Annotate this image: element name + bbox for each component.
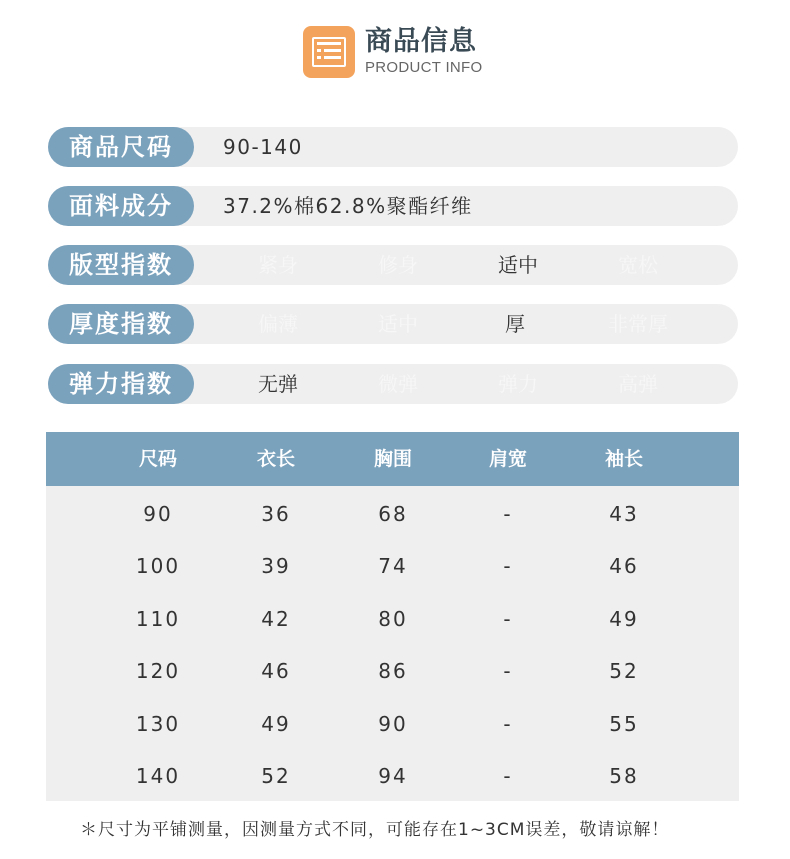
table-cell-chest: 94	[378, 764, 408, 788]
table-cell-length: 42	[261, 607, 291, 631]
table-cell-length: 46	[261, 659, 291, 683]
info-row-size	[48, 127, 738, 167]
info-label-fabric: 面料成分	[48, 186, 194, 226]
info-row-fit	[48, 245, 738, 285]
table-cell-length: 39	[261, 554, 291, 578]
elasticity-option-selected: 无弹	[258, 372, 298, 396]
column-header-length: 衣长	[256, 448, 296, 470]
info-row-fabric	[48, 186, 738, 226]
section-header	[303, 24, 483, 80]
column-header-sleeve: 袖长	[604, 448, 644, 470]
info-label-elasticity: 弹力指数	[48, 364, 194, 404]
table-cell-sleeve: 58	[609, 764, 639, 788]
column-header-chest: 胸围	[373, 448, 413, 470]
table-cell-chest: 80	[378, 607, 408, 631]
column-header-shoulder: 肩宽	[488, 448, 528, 470]
table-cell-length: 36	[261, 502, 291, 526]
table-cell-size: 100	[135, 554, 181, 578]
table-cell-chest: 68	[378, 502, 408, 526]
table-cell-chest: 86	[378, 659, 408, 683]
info-row-thickness	[48, 304, 738, 344]
table-cell-length: 52	[261, 764, 291, 788]
fit-option-selected: 适中	[498, 253, 538, 277]
table-header	[46, 432, 739, 486]
table-cell-chest: 74	[378, 554, 408, 578]
table-cell-size: 120	[135, 659, 181, 683]
table-cell-shoulder: -	[503, 502, 513, 526]
info-value-size: 90-140	[223, 135, 303, 159]
info-label-fit: 版型指数	[48, 245, 194, 285]
thickness-option-selected: 厚	[505, 312, 525, 336]
table-cell-shoulder: -	[503, 607, 513, 631]
table-cell-length: 49	[261, 712, 291, 736]
table-cell-sleeve: 43	[609, 502, 639, 526]
fit-option: 宽松	[618, 253, 658, 277]
thickness-option: 偏薄	[258, 312, 298, 336]
column-header-size: 尺码	[138, 448, 178, 470]
table-cell-chest: 90	[378, 712, 408, 736]
thickness-option: 适中	[378, 312, 418, 336]
elasticity-option: 弹力	[498, 372, 538, 396]
table-cell-size: 140	[135, 764, 181, 788]
elasticity-option: 高弹	[618, 372, 658, 396]
table-cell-shoulder: -	[503, 659, 513, 683]
table-cell-sleeve: 46	[609, 554, 639, 578]
section-subtitle: PRODUCT INFO	[365, 59, 483, 76]
table-cell-size: 110	[135, 607, 181, 631]
info-label-size: 商品尺码	[48, 127, 194, 167]
fit-option: 紧身	[258, 253, 298, 277]
table-cell-shoulder: -	[503, 764, 513, 788]
table-cell-size: 130	[135, 712, 181, 736]
document-list-icon	[303, 26, 355, 78]
size-table	[46, 432, 739, 801]
elasticity-option: 微弹	[378, 372, 418, 396]
measurement-footnote: ＊尺寸为平铺测量，因测量方式不同，可能存在1~3CM误差，敬请谅解！	[80, 820, 670, 840]
table-cell-size: 90	[143, 502, 173, 526]
table-cell-sleeve: 49	[609, 607, 639, 631]
info-row-elasticity	[48, 364, 738, 404]
table-cell-sleeve: 55	[609, 712, 639, 736]
table-cell-shoulder: -	[503, 554, 513, 578]
section-title: 商品信息	[365, 26, 477, 57]
fit-option: 修身	[378, 253, 418, 277]
table-cell-shoulder: -	[503, 712, 513, 736]
info-value-fabric: 37.2%棉62.8%聚酯纤维	[223, 194, 473, 218]
thickness-option: 非常厚	[608, 312, 668, 336]
table-cell-sleeve: 52	[609, 659, 639, 683]
info-label-thickness: 厚度指数	[48, 304, 194, 344]
